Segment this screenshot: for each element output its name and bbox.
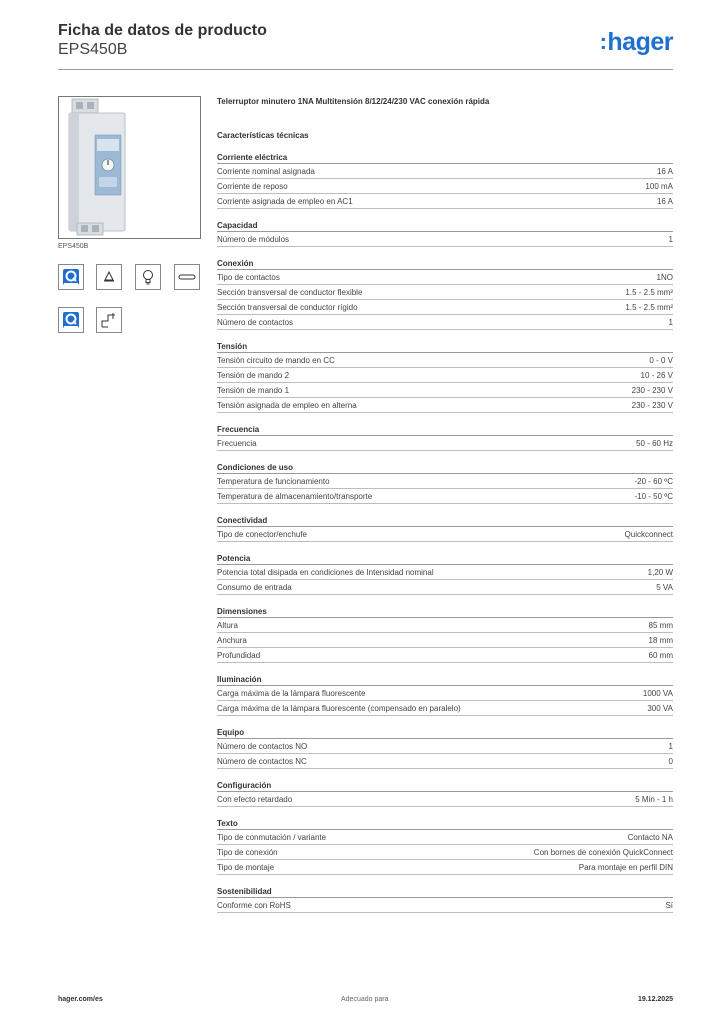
timed-switch-icon [96, 307, 122, 333]
spec-value: Para montaje en perfil DIN [578, 863, 673, 872]
spec-section [217, 727, 673, 769]
spec-value: 60 mm [648, 651, 673, 660]
spec-value: 50 - 60 Hz [636, 439, 673, 448]
spec-row [217, 580, 673, 595]
spec-label: Tipo de conector/enchufe [217, 530, 307, 539]
spec-value: 16 A [656, 167, 673, 176]
spec-value: 300 VA [647, 704, 673, 713]
spec-row [217, 633, 673, 648]
spec-row [217, 194, 673, 209]
spec-section [217, 886, 673, 913]
footer-website: hager.com/es [58, 996, 103, 1003]
spec-row [217, 845, 673, 860]
spec-label: Número de contactos NC [217, 757, 307, 766]
spec-value: 5 Min - 1 h [635, 795, 673, 804]
spec-value: 5 VA [656, 583, 673, 592]
section-title: Sostenibilidad [217, 886, 673, 898]
spec-row [217, 860, 673, 875]
spec-section [217, 152, 673, 209]
spec-row [217, 565, 673, 580]
spec-row [217, 270, 673, 285]
quickconnect-logo-icon [58, 264, 84, 290]
spec-label: Tensión de mando 2 [217, 371, 290, 380]
spec-label: Temperatura de almacenamiento/transporte [217, 492, 373, 501]
footer-center-text: Adecuado para [341, 996, 389, 1003]
footer-date: 19.12.2025 [637, 996, 673, 1003]
spec-row [217, 179, 673, 194]
section-title: Dimensiones [217, 606, 673, 618]
spec-value: 230 - 230 V [631, 401, 673, 410]
spec-row [217, 436, 673, 451]
logo-text: hager [607, 28, 673, 56]
spec-value: Con bornes de conexión QuickConnect [533, 848, 673, 857]
spec-value: 0 [668, 757, 673, 766]
product-description: Telerruptor minutero 1NA Multitensión 8/12/24/230 VAC conexión rápida [217, 97, 490, 106]
spec-value: 230 - 230 V [631, 386, 673, 395]
spec-value: 1000 VA [642, 689, 673, 698]
page-header [58, 22, 673, 70]
spec-label: Temperatura de funcionamiento [217, 477, 330, 486]
spec-label: Sección transversal de conductor rígido [217, 303, 358, 312]
spec-label: Tipo de montaje [217, 863, 275, 872]
spec-label: Corriente de reposo [217, 182, 288, 191]
spec-section [217, 674, 673, 716]
spec-label: Corriente nominal asignada [217, 167, 315, 176]
section-title: Texto [217, 818, 673, 830]
spec-label: Frecuencia [217, 439, 257, 448]
spec-section [217, 606, 673, 663]
spec-row [217, 527, 673, 542]
spec-label: Tensión asignada de empleo en alterna [217, 401, 357, 410]
spec-row [217, 398, 673, 413]
product-image-caption: EPS450B [58, 243, 89, 250]
spec-value: 85 mm [648, 621, 673, 630]
spec-row [217, 300, 673, 315]
spec-value: 0 - 0 V [649, 356, 673, 365]
spec-label: Carga máxima de la lámpara fluorescente [217, 689, 366, 698]
spec-label: Anchura [217, 636, 247, 645]
spec-label: Tipo de conexión [217, 848, 278, 857]
spec-row [217, 489, 673, 504]
spec-row [217, 164, 673, 179]
section-title: Conectividad [217, 515, 673, 527]
spec-value: 100 mA [645, 182, 673, 191]
spec-section [217, 220, 673, 247]
spec-row [217, 618, 673, 633]
section-title: Equipo [217, 727, 673, 739]
spec-row [217, 792, 673, 807]
spec-value: 1,20 W [647, 568, 673, 577]
spec-sections [217, 152, 673, 913]
section-title: Configuración [217, 780, 673, 792]
section-title: Frecuencia [217, 424, 673, 436]
spec-row [217, 648, 673, 663]
spec-value: 1NO [656, 273, 673, 282]
spec-label: Tipo de conmutación / variante [217, 833, 327, 842]
spec-label: Profundidad [217, 651, 261, 660]
spec-section [217, 553, 673, 595]
spec-row [217, 754, 673, 769]
spec-label: Corriente asignada de empleo en AC1 [217, 197, 353, 206]
logo-dots: : [599, 29, 607, 54]
spec-row [217, 474, 673, 489]
spec-label: Número de módulos [217, 235, 290, 244]
spec-row [217, 383, 673, 398]
technical-characteristics-title: Características técnicas [217, 131, 309, 140]
spec-row [217, 898, 673, 913]
spec-section [217, 515, 673, 542]
spec-section [217, 780, 673, 807]
spec-label: Tensión circuito de mando en CC [217, 356, 335, 365]
spec-label: Potencia total disipada en condiciones de Intensidad nominal [217, 568, 434, 577]
spec-row [217, 830, 673, 845]
spec-value: 1.5 - 2.5 mm² [625, 303, 673, 312]
spec-row [217, 232, 673, 247]
spec-label: Consumo de entrada [217, 583, 292, 592]
spec-label: Con efecto retardado [217, 795, 293, 804]
din-rail-device-illustration [59, 97, 200, 238]
spec-section [217, 818, 673, 875]
spec-label: Carga máxima de la lámpara fluorescente (compensado en paralelo) [217, 704, 461, 713]
section-title: Tensión [217, 341, 673, 353]
lamp-icon [135, 264, 161, 290]
quickconnect-logo-icon [58, 307, 84, 333]
spec-section [217, 258, 673, 330]
spec-value: 1.5 - 2.5 mm² [625, 288, 673, 297]
section-title: Capacidad [217, 220, 673, 232]
spec-value: -10 - 50 ºC [634, 492, 673, 501]
spec-label: Número de contactos NO [217, 742, 308, 751]
section-title: Corriente eléctrica [217, 152, 673, 164]
spec-row [217, 368, 673, 383]
spec-label: Tensión de mando 1 [217, 386, 290, 395]
spec-value: Sí [665, 901, 673, 910]
product-code: EPS450B [58, 41, 128, 58]
spec-value: 1 [668, 235, 673, 244]
spec-row [217, 315, 673, 330]
hager-logo [600, 28, 673, 56]
section-title: Potencia [217, 553, 673, 565]
spec-value: -20 - 60 ºC [634, 477, 673, 486]
section-title: Iluminación [217, 674, 673, 686]
section-title: Conexión [217, 258, 673, 270]
spec-row [217, 686, 673, 701]
spec-value: 1 [668, 318, 673, 327]
spec-label: Conforme con RoHS [217, 901, 291, 910]
product-spec-content [217, 96, 673, 924]
spec-value: Contacto NA [627, 833, 673, 842]
fluorescent-tube-icon [174, 264, 200, 290]
product-image [58, 96, 201, 239]
spec-value: 18 mm [648, 636, 673, 645]
spec-section [217, 462, 673, 504]
spec-value: 10 - 26 V [640, 371, 673, 380]
bell-icon [96, 264, 122, 290]
spec-value: Quickconnect [624, 530, 673, 539]
spec-label: Tipo de contactos [217, 273, 280, 282]
section-title: Condiciones de uso [217, 462, 673, 474]
spec-row [217, 739, 673, 754]
spec-label: Sección transversal de conductor flexible [217, 288, 363, 297]
spec-row [217, 285, 673, 300]
spec-value: 16 A [656, 197, 673, 206]
page-footer [58, 996, 673, 1010]
spec-section [217, 424, 673, 451]
spec-label: Altura [217, 621, 238, 630]
spec-value: 1 [668, 742, 673, 751]
document-title: Ficha de datos de producto [58, 22, 267, 39]
spec-row [217, 353, 673, 368]
spec-section [217, 341, 673, 413]
spec-label: Número de contactos [217, 318, 294, 327]
spec-row [217, 701, 673, 716]
